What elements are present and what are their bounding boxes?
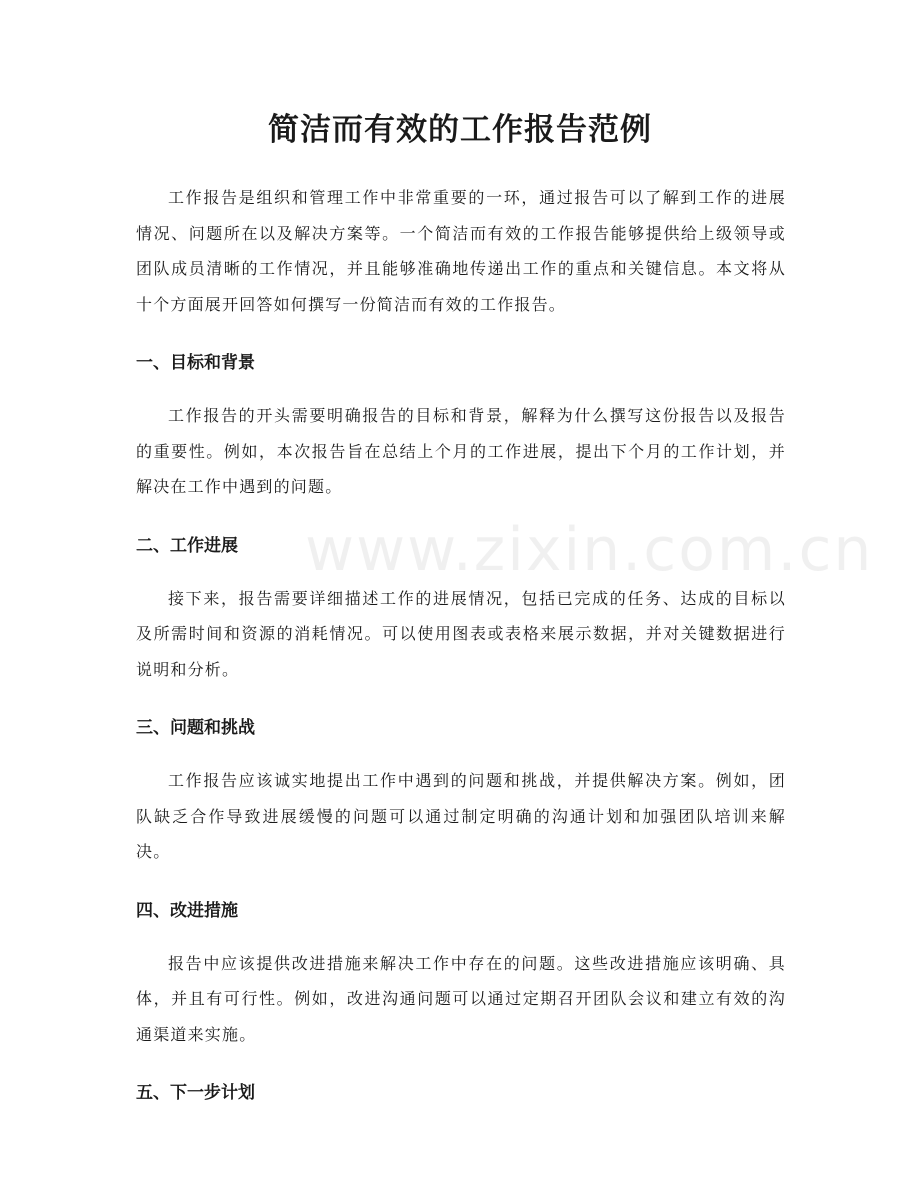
document-body — [136, 180, 786, 1108]
section-body-4: 报告中应该提供改进措施来解决工作中存在的问题。这些改进措施应该明确、具体，并且有可行性。例如，改进沟通问题可以通过定期召开团队会议和建立有效的沟通渠道来实施。 — [136, 953, 786, 1044]
watermark: www.zixin.com.cn — [305, 515, 874, 585]
section-heading-4: 四、改进措施 — [136, 900, 238, 921]
section-heading-5: 五、下一步计划 — [136, 1083, 255, 1103]
section-heading-2: 二、工作进展 — [136, 535, 238, 556]
section-body-2: 接下来，报告需要详细描述工作的进展情况，包括已完成的任务、达成的目标以及所需时间和资源的消耗情况。可以使用图表或表格来展示数据，并对关键数据进行说明和分析。 — [136, 588, 786, 679]
intro-paragraph: 工作报告是组织和管理工作中非常重要的一环，通过报告可以了解到工作的进展情况、问题所在以及解决方案等。一个简洁而有效的工作报告能够提供给上级领导或团队成员清晰的工作情况，并且能够准确地传递出工作的重点和关键信息。本文将从十个方面展开回答如何撰写一份简洁而有效的工作报告。 — [136, 188, 786, 314]
section-body-3: 工作报告应该诚实地提出工作中遇到的问题和挑战，并提供解决方案。例如，团队缺乏合作导致进展缓慢的问题可以通过制定明确的沟通计划和加强团队培训来解决。 — [136, 771, 786, 861]
section-heading-1: 一、目标和背景 — [136, 353, 255, 373]
document-title: 简洁而有效的工作报告范例 — [268, 112, 652, 148]
section-body-1: 工作报告的开头需要明确报告的目标和背景，解释为什么撰写这份报告以及报告的重要性。例如，本次报告旨在总结上个月的工作进展，提出下个月的工作计划，并解决在工作中遇到的问题。 — [136, 406, 786, 496]
section-heading-3: 三、问题和挑战 — [136, 718, 255, 738]
